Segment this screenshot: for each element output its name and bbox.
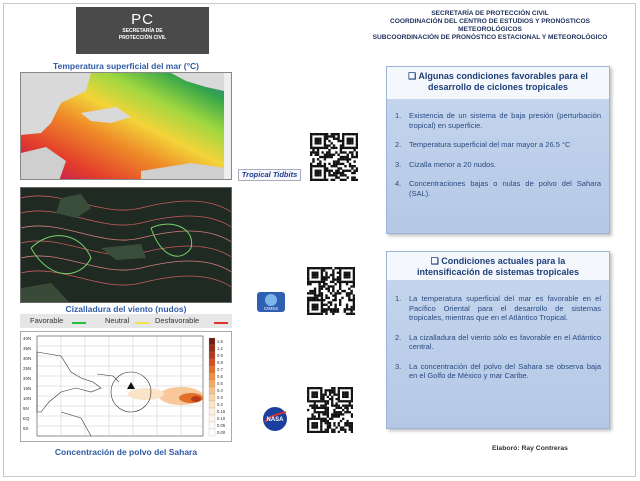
list-item: [395, 333, 601, 352]
dust-scale-label: 0.15: [217, 409, 226, 414]
dust-scale-swatch: [209, 380, 215, 387]
dust-scale-label: 0.9: [217, 353, 223, 358]
dust-lat-label: EQ: [23, 416, 30, 421]
cimss-logo-text: CIMSS: [263, 306, 279, 311]
panel1-title: [387, 67, 609, 99]
list-item-number: 4.: [395, 179, 402, 188]
list-item-text: La temperatura superficial del mar es favorable en el Pacífico Oriental para el desarrollo de sistemas tropicales, mientras que en el Atlántico Tropical.: [409, 294, 601, 322]
dust-scale-swatch: [209, 352, 215, 359]
dust-scale-swatch: [209, 345, 215, 352]
header-line-3: METEOROLÓGICOS: [458, 26, 522, 33]
tropical-tidbits-logo: Tropical Tidbits: [238, 169, 301, 181]
panel1-list: [395, 111, 601, 208]
list-item-text: La concentración del polvo del Sahara se observa baja en el Golfo de México y mar Caribe.: [409, 361, 601, 380]
dust-scale-swatch: [209, 422, 215, 429]
dust-scale-label: 0.3: [217, 395, 223, 400]
list-item-number: 1.: [395, 111, 402, 120]
header-line-4: SUBCOORDINACIÓN DE PRONÓSTICO ESTACIONAL Y METEOROLÓGICO: [372, 34, 608, 41]
dust-scale-label: 0.2: [217, 402, 223, 407]
list-item: [395, 160, 601, 170]
dust-scale-swatch: [209, 359, 215, 366]
dust-scale-swatch: [209, 394, 215, 401]
dust-lat-label: 10N: [23, 396, 32, 401]
list-item-text: Existencia de un sistema de baja presión (perturbación tropical) en superficie.: [409, 111, 601, 130]
dust-scale-label: 0.7: [217, 367, 223, 372]
dust-scale-swatch: [209, 415, 215, 422]
list-item-number: 1.: [395, 294, 402, 303]
dust-scale-label: 0.6: [217, 374, 223, 379]
list-item-number: 2.: [395, 140, 402, 149]
qr-code-wind[interactable]: [307, 267, 355, 315]
legend-neutral-swatch: [135, 322, 149, 324]
legend-favorable: Favorable: [30, 316, 64, 325]
checkbox-icon: ❏: [430, 256, 442, 266]
dust-scale-label: 0.05: [217, 423, 226, 428]
pc-logo-title: PC: [131, 11, 154, 28]
favorable-conditions-panel: [386, 66, 610, 234]
dust-scale-label: 0.5: [217, 381, 223, 386]
dust-lat-label: 30N: [23, 356, 32, 361]
pc-logo: [76, 7, 209, 54]
author-credit: Elaboró: Ray Contreras: [492, 445, 568, 452]
legend-neutral: Neutral: [105, 316, 130, 325]
panel1-title-line1: Algunas condiciones favorables para el: [418, 71, 588, 81]
dust-lat-label: 35N: [23, 346, 32, 351]
dust-lat-label: 5N: [23, 406, 29, 411]
list-item: [395, 362, 601, 381]
list-item-number: 2.: [395, 332, 402, 342]
dust-lat-label: 15N: [23, 386, 32, 391]
checkbox-icon: ❏: [408, 71, 419, 81]
nasa-logo-text: NASA: [266, 417, 284, 423]
panel2-list: [395, 294, 601, 391]
current-conditions-panel: [386, 251, 610, 429]
nasa-logo: [262, 406, 288, 432]
sst-map: [20, 72, 232, 180]
wind-shear-map: [20, 187, 232, 303]
qr-code-sst[interactable]: [310, 133, 358, 181]
list-item-number: 3.: [395, 361, 402, 371]
header-line-2: COORDINACIÓN DEL CENTRO DE ESTUDIOS Y PRONÓSTICOS: [389, 18, 591, 25]
header-institution: [350, 10, 630, 42]
list-item: [395, 179, 601, 198]
dust-scale-swatch: [209, 338, 215, 345]
dust-lat-label: 25N: [23, 366, 32, 371]
dust-scale-label: 1.2: [217, 346, 223, 351]
legend-desfavorable-swatch: [214, 322, 228, 324]
dust-lat-label: 20N: [23, 376, 32, 381]
list-item-text: Concentraciones bajas o nulas de polvo del Sahara (SAL).: [409, 179, 601, 198]
list-item: [395, 111, 601, 130]
dust-scale-label: 1.5: [217, 339, 223, 344]
panel2-title-line2: intensificación de sistemas tropicales: [416, 267, 580, 277]
pc-logo-sub1: SECRETARÍA DE: [122, 28, 163, 34]
list-item-text: Temperatura superficial del mar mayor a 26.5 °C: [409, 140, 571, 149]
list-item: [395, 294, 601, 323]
dust-scale-label: 0.8: [217, 360, 223, 365]
dust-scale-swatch: [209, 429, 215, 436]
legend-desfavorable: Desfavorable: [155, 316, 200, 325]
list-item: [395, 140, 601, 150]
dust-scale-swatch: [209, 366, 215, 373]
cimss-logo: [256, 291, 286, 313]
panel2-title-line1: Condiciones actuales para la: [441, 256, 566, 266]
wind-shear-title: Cizalladura del viento (nudos): [65, 304, 187, 314]
pc-logo-sub2: PROTECCIÓN CIVIL: [118, 35, 167, 41]
qr-code-dust[interactable]: [307, 387, 353, 433]
sst-title: Temperatura superficial del mar (°C): [53, 61, 199, 71]
list-item-number: 3.: [395, 159, 402, 169]
dust-lat-label: 40N: [23, 336, 32, 341]
header-line-1: SECRETARÍA DE PROTECCIÓN CIVIL: [431, 10, 549, 17]
saharan-dust-map: [20, 331, 232, 442]
dust-scale-swatch: [209, 401, 215, 408]
panel1-title-line2: desarrollo de ciclones tropicales: [427, 82, 569, 92]
dust-scale-swatch: [209, 408, 215, 415]
dust-scale-label: 0.00: [217, 430, 226, 435]
panel2-title: [387, 252, 609, 280]
dust-scale-swatch: [209, 387, 215, 394]
wind-shear-legend: [20, 314, 232, 328]
list-item-text: Cizalla menor a 20 nudos.: [409, 159, 497, 169]
legend-favorable-swatch: [72, 322, 86, 324]
list-item-text: La cizalladura del viento sólo es favorable en el Atlántico central.: [409, 332, 601, 351]
saharan-dust-title: Concentración de polvo del Sahara: [54, 447, 198, 457]
dust-scale-swatch: [209, 373, 215, 380]
dust-scale-label: 0.10: [217, 416, 226, 421]
dust-scale-label: 0.4: [217, 388, 223, 393]
dust-lat-label: 5S: [23, 426, 29, 431]
